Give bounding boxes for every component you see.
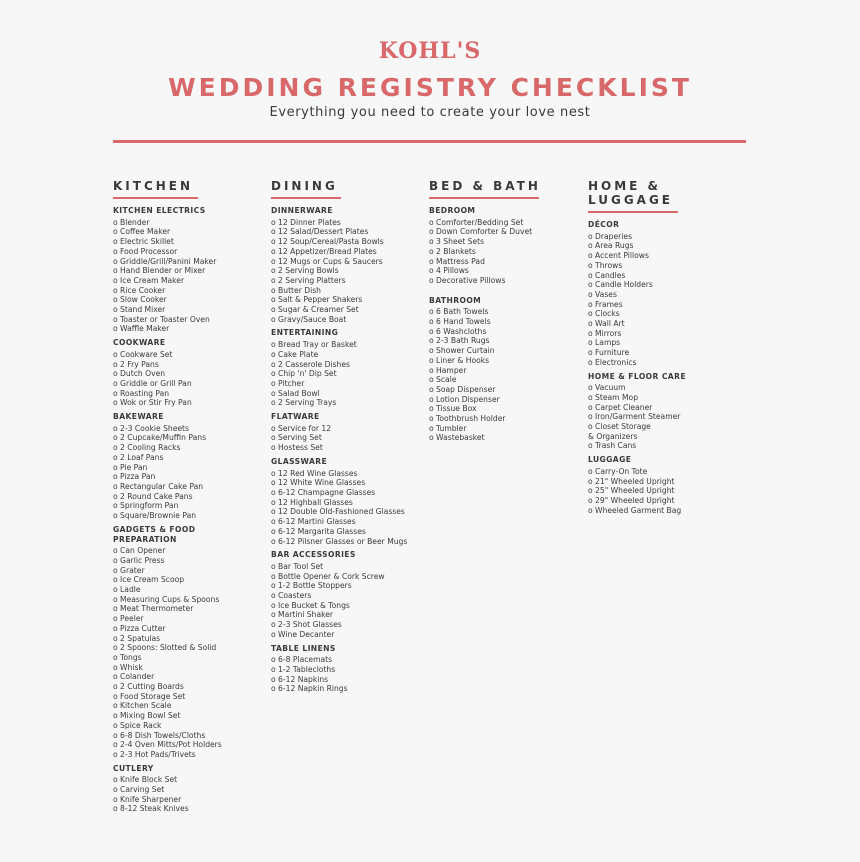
checklist-item: o 2 Serving Bowls bbox=[271, 266, 339, 276]
checklist-item: o Candle Holders bbox=[588, 280, 653, 290]
checklist-item: o Toothbrush Holder bbox=[429, 414, 506, 424]
checklist-item: o 6 Washcloths bbox=[429, 326, 487, 336]
checklist-item: o 6 Bath Towels bbox=[429, 307, 489, 317]
section-heading: COOKWARE bbox=[113, 338, 166, 348]
checklist-item: o Steam Mop bbox=[588, 392, 639, 402]
column-home-luggage bbox=[588, 179, 753, 515]
section-heading: DÉCOR bbox=[588, 220, 620, 229]
checklist-item: o 1-2 Tablecloths bbox=[271, 664, 336, 674]
column-dining bbox=[271, 179, 436, 694]
column-heading bbox=[113, 179, 278, 197]
checklist-item: o Martini Shaker bbox=[271, 610, 334, 620]
checklist-item: o Colander bbox=[113, 672, 155, 682]
checklist-item: o 2 Serving Trays bbox=[271, 398, 337, 408]
checklist-item: o Wastebasket bbox=[429, 433, 485, 443]
checklist-item: o Bar Tool Set bbox=[271, 561, 324, 571]
section-heading: HOME & FLOOR CARE bbox=[588, 371, 686, 381]
checklist-item: o 2 Loaf Pans bbox=[113, 452, 164, 462]
checklist-item: o Down Comforter & Duvet bbox=[429, 227, 533, 237]
checklist-item: o 4 Pillows bbox=[429, 266, 469, 276]
checklist-item: o Ladle bbox=[113, 585, 141, 595]
checklist-item: o 2 Spatulas bbox=[113, 633, 161, 643]
checklist-item: o Cookware Set bbox=[113, 349, 173, 359]
column-heading bbox=[429, 179, 594, 197]
checklist-item: o 6-12 Napkin Rings bbox=[271, 684, 348, 694]
checklist-item: o 6-8 Dish Towels/Cloths bbox=[113, 730, 206, 740]
checklist-item: o Coasters bbox=[271, 591, 312, 601]
checklist-item: o Spice Rack bbox=[113, 720, 162, 730]
checklist-item: o Candles bbox=[588, 270, 626, 280]
checklist-item: o Roasting Pan bbox=[113, 388, 170, 398]
checklist-item: o Pitcher bbox=[271, 378, 305, 388]
checklist-item: o Hostess Set bbox=[271, 443, 323, 453]
checklist-item: o 1-2 Bottle Stoppers bbox=[271, 581, 352, 591]
section-heading: CUTLERY bbox=[113, 763, 154, 773]
column-heading-line: DINING bbox=[271, 179, 338, 193]
checklist-item: o Square/Brownie Pan bbox=[113, 511, 197, 521]
checklist-item: o Trash Cans bbox=[588, 441, 637, 451]
section-heading: PREPARATION bbox=[113, 534, 177, 544]
checklist-item: o Garlic Press bbox=[113, 555, 165, 565]
checklist-item: o 29" Wheeled Upright bbox=[588, 495, 675, 505]
checklist-item: o 6-12 Pilsner Glasses or Beer Mugs bbox=[271, 536, 408, 546]
section-heading: LUGGAGE bbox=[588, 455, 632, 465]
checklist-item: o 6-12 Martini Glasses bbox=[271, 517, 356, 527]
checklist-item: o Whisk bbox=[113, 662, 143, 672]
checklist-item: o Vases bbox=[588, 289, 617, 299]
checklist-item: o Blender bbox=[113, 217, 150, 227]
checklist-item: o Cake Plate bbox=[271, 349, 319, 359]
checklist-item: o Dutch Oven bbox=[113, 369, 166, 379]
checklist-item: o 12 Dinner Plates bbox=[271, 217, 341, 227]
checklist-item: o Scale bbox=[429, 375, 457, 385]
column-heading-line: BED & BATH bbox=[429, 179, 541, 193]
column-heading-underline bbox=[429, 197, 539, 199]
column-heading bbox=[588, 179, 753, 211]
kohls-logo: KOHL'S bbox=[378, 38, 482, 64]
column-heading-underline bbox=[588, 211, 678, 213]
checklist-item: o Carpet Cleaner bbox=[588, 402, 653, 412]
header-divider bbox=[113, 140, 746, 143]
section-heading: BATHROOM bbox=[429, 295, 482, 305]
checklist-item: o Decorative Pillows bbox=[429, 275, 506, 285]
checklist-item: o Kitchen Scale bbox=[113, 701, 172, 711]
checklist-item: o Griddle or Grill Pan bbox=[113, 378, 192, 388]
checklist-item: o Clocks bbox=[588, 309, 620, 319]
checklist-item: o Tissue Box bbox=[429, 404, 477, 414]
checklist-item: o 6-12 Margarita Glasses bbox=[271, 526, 366, 536]
section-heading: BEDROOM bbox=[429, 206, 476, 215]
checklist-item: o Griddle/Grill/Panini Maker bbox=[113, 256, 217, 266]
checklist-item: o Wheeled Garment Bag bbox=[588, 505, 682, 515]
checklist-item: o Waffle Maker bbox=[113, 324, 170, 334]
checklist-item: o Carving Set bbox=[113, 785, 165, 795]
checklist-item: o Can Opener bbox=[113, 546, 166, 556]
checklist-item: o Hand Blender or Mixer bbox=[113, 266, 206, 276]
checklist-item: o 2-3 Cookie Sheets bbox=[113, 423, 189, 433]
checklist-item: o Pie Pan bbox=[113, 462, 148, 472]
checklist-item: o Shower Curtain bbox=[429, 346, 495, 356]
checklist-item: o Furniture bbox=[588, 348, 630, 358]
checklist-item: o 6-12 Napkins bbox=[271, 674, 329, 684]
column-heading bbox=[271, 179, 436, 197]
checklist-item: o 2 Round Cake Pans bbox=[113, 491, 193, 501]
checklist-item: o Salt & Pepper Shakers bbox=[271, 295, 363, 305]
checklist-item: o Throws bbox=[588, 260, 623, 270]
checklist-item: o 21" Wheeled Upright bbox=[588, 476, 675, 486]
column-heading-line: LUGGAGE bbox=[588, 193, 673, 207]
checklist-item: & Organizers bbox=[588, 431, 638, 441]
checklist-item: o Knife Sharpener bbox=[113, 794, 182, 804]
checklist-item: o Vacuum bbox=[588, 383, 626, 393]
column-bed-bath bbox=[429, 179, 594, 443]
checklist-item: o Area Rugs bbox=[588, 241, 634, 251]
column-heading-line: KITCHEN bbox=[113, 179, 194, 193]
checklist-item: o Mirrors bbox=[588, 328, 622, 338]
checklist-item: o Coffee Maker bbox=[113, 227, 171, 237]
checklist-item: o 2 Fry Pans bbox=[113, 359, 159, 369]
checklist-item: o Sugar & Creamer Set bbox=[271, 305, 359, 315]
checklist-item: o Lotion Dispenser bbox=[429, 394, 500, 404]
section-heading: GLASSWARE bbox=[271, 456, 328, 466]
checklist-item: o Pizza Cutter bbox=[113, 623, 166, 633]
checklist-item: o Grater bbox=[113, 565, 145, 575]
checklist-item: o Tongs bbox=[113, 652, 142, 662]
section-heading: BAKEWARE bbox=[113, 412, 164, 422]
section-heading: KITCHEN ELECTRICS bbox=[113, 206, 206, 215]
checklist-item: o 3 Sheet Sets bbox=[429, 237, 485, 247]
checklist-item: o 2 Casserole Dishes bbox=[271, 359, 350, 369]
checklist-item: o Wall Art bbox=[588, 319, 625, 329]
checklist-item: o Toaster or Toaster Oven bbox=[113, 314, 210, 324]
checklist-item: o 2-3 Bath Rugs bbox=[429, 336, 490, 346]
section-heading: TABLE LINENS bbox=[271, 643, 336, 653]
checklist-item: o Serving Set bbox=[271, 433, 322, 443]
checklist-item: o Electric Skillet bbox=[113, 237, 174, 247]
checklist-item: o 12 Double Old-Fashioned Glasses bbox=[271, 507, 405, 517]
checklist-item: o Soap Dispenser bbox=[429, 384, 496, 394]
section-heading: BAR ACCESSORIES bbox=[271, 550, 356, 560]
section-heading: DINNERWARE bbox=[271, 206, 333, 215]
checklist-item: o 8-12 Steak Knives bbox=[113, 804, 189, 814]
checklist-item: o Stand Mixer bbox=[113, 305, 166, 315]
checklist-item: o Tumbler bbox=[429, 423, 467, 433]
checklist-item: o Wok or Stir Fry Pan bbox=[113, 398, 192, 408]
checklist-item: o 12 White Wine Glasses bbox=[271, 478, 366, 488]
checklist-item: o Salad Bowl bbox=[271, 388, 320, 398]
page-subtitle: Everything you need to create your love nest bbox=[269, 105, 591, 120]
section-heading: ENTERTAINING bbox=[271, 328, 339, 338]
checklist-item: o Food Storage Set bbox=[113, 691, 186, 701]
checklist-item: o Frames bbox=[588, 299, 623, 309]
checklist-item: o 12 Red Wine Glasses bbox=[271, 468, 358, 478]
checklist-item: o Service for 12 bbox=[271, 423, 332, 433]
checklist-item: o Bread Tray or Basket bbox=[271, 340, 357, 350]
checklist-item: o Gravy/Sauce Boat bbox=[271, 314, 347, 324]
column-heading-underline bbox=[271, 197, 341, 199]
checklist-item: o Mattress Pad bbox=[429, 256, 485, 266]
checklist-item: o 2 Cutting Boards bbox=[113, 682, 184, 692]
checklist-item: o 25" Wheeled Upright bbox=[588, 486, 675, 496]
checklist-item: o Draperies bbox=[588, 231, 633, 241]
checklist-item: o Food Processor bbox=[113, 246, 178, 256]
section-heading: FLATWARE bbox=[271, 412, 320, 422]
checklist-item: o 6-12 Champagne Glasses bbox=[271, 487, 376, 497]
checklist-item: o Comforter/Bedding Set bbox=[429, 217, 524, 227]
checklist-item: o Accent Pillows bbox=[588, 251, 649, 261]
page-title: WEDDING REGISTRY CHECKLIST bbox=[168, 73, 692, 102]
checklist-item: o Liner & Hooks bbox=[429, 355, 490, 365]
checklist-item: o 12 Appetizer/Bread Plates bbox=[271, 246, 377, 256]
checklist-item: o 2-4 Oven Mitts/Pot Holders bbox=[113, 740, 222, 750]
column-heading-line: HOME & bbox=[588, 179, 662, 193]
checklist-item: o Electronics bbox=[588, 357, 637, 367]
checklist-item: o Carry-On Tote bbox=[588, 466, 648, 476]
checklist-item: o Pizza Pan bbox=[113, 472, 156, 482]
checklist-item: o Knife Block Set bbox=[113, 775, 178, 785]
checklist-item: o 12 Salad/Dessert Plates bbox=[271, 227, 369, 237]
checklist-item: o Iron/Garment Steamer bbox=[588, 412, 681, 422]
checklist-item: o 6 Hand Towels bbox=[429, 317, 491, 327]
checklist-item: o Ice Cream Scoop bbox=[113, 575, 185, 585]
checklist-item: o 2 Blankets bbox=[429, 246, 476, 256]
checklist-item: o Butter Dish bbox=[271, 285, 321, 295]
checklist-item: o Closet Storage bbox=[588, 422, 651, 432]
checklist-item: o 2-3 Hot Pads/Trivets bbox=[113, 749, 196, 759]
column-heading-underline bbox=[113, 197, 198, 199]
column-kitchen bbox=[113, 179, 278, 814]
checklist-item: o Lamps bbox=[588, 338, 621, 348]
checklist-item: o Springform Pan bbox=[113, 501, 179, 511]
checklist-item: o 2 Cupcake/Muffin Pans bbox=[113, 433, 207, 443]
checklist-item: o Measuring Cups & Spoons bbox=[113, 594, 220, 604]
checklist-item: o Ice Cream Maker bbox=[113, 275, 185, 285]
checklist-item: o 2-3 Shot Glasses bbox=[271, 620, 342, 630]
checklist-item: o Rectangular Cake Pan bbox=[113, 481, 204, 491]
checklist-item: o Mixing Bowl Set bbox=[113, 711, 181, 721]
checklist-item: o Meat Thermometer bbox=[113, 604, 194, 614]
checklist-item: o 12 Highball Glasses bbox=[271, 497, 353, 507]
checklist-item: o 12 Mugs or Cups & Saucers bbox=[271, 256, 383, 266]
checklist-item: o Rice Cooker bbox=[113, 285, 166, 295]
checklist-item: o Bottle Opener & Cork Screw bbox=[271, 571, 385, 581]
checklist-item: o 2 Cooling Racks bbox=[113, 443, 181, 453]
checklist-item: o 2 Spoons: Slotted & Solid bbox=[113, 643, 217, 653]
checklist-item: o Peeler bbox=[113, 614, 144, 624]
checklist-item: o 2 Serving Platters bbox=[271, 275, 346, 285]
checklist-item: o Hamper bbox=[429, 365, 467, 375]
checklist-item: o 12 Soup/Cereal/Pasta Bowls bbox=[271, 237, 384, 247]
checklist-item: o Ice Bucket & Tongs bbox=[271, 600, 350, 610]
checklist-item: o Slow Cooker bbox=[113, 295, 167, 305]
checklist-item: o Chip 'n' Dip Set bbox=[271, 369, 337, 379]
section-heading: GADGETS & FOOD bbox=[113, 524, 196, 534]
checklist-item: o 6-8 Placemats bbox=[271, 655, 333, 665]
checklist-item: o Wine Decanter bbox=[271, 629, 335, 639]
